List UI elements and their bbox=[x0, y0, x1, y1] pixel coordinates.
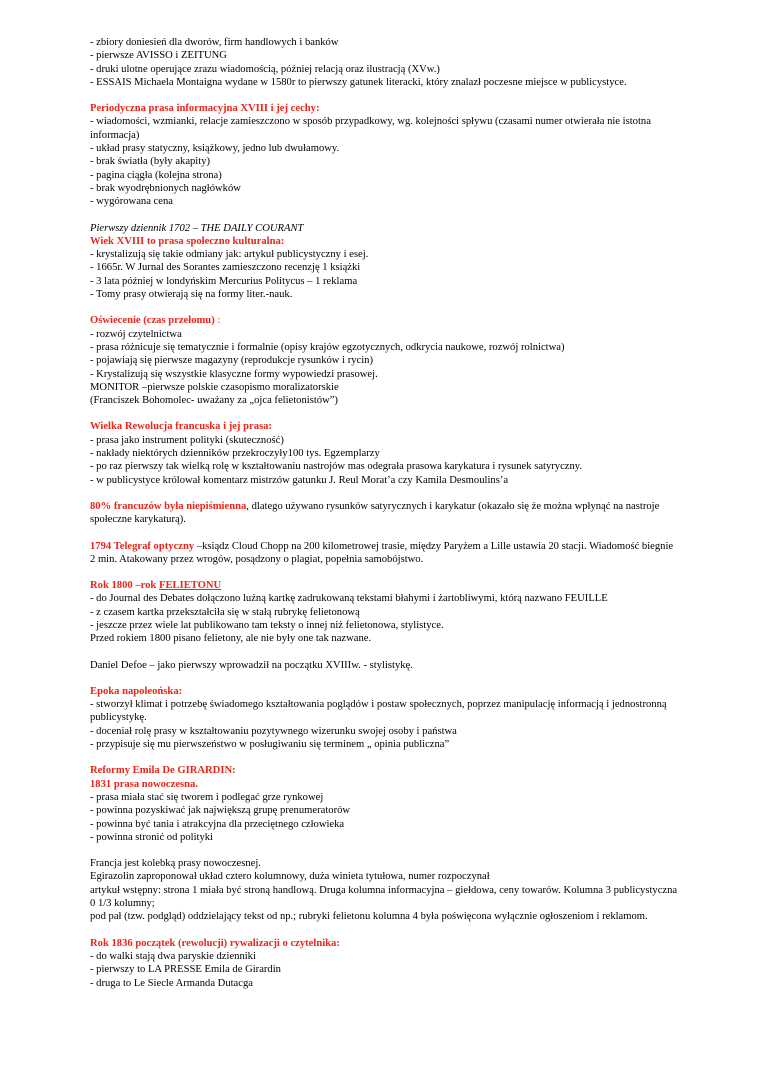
list-item: - powinna być tania i atrakcyjna dla przeciętnego człowieka bbox=[90, 818, 345, 830]
list-item: - nakłady niektórych dzienników przekroczyły100 tys. Egzemplarzy bbox=[90, 448, 380, 460]
list-item: - do walki stają dwa paryskie dzienniki bbox=[90, 950, 256, 962]
daily-courant-line: Pierwszy dziennik 1702 – THE DAILY COURANT bbox=[90, 222, 304, 234]
list-item: - rozwój czytelnictwa bbox=[90, 328, 182, 340]
section-heading: Wiek XVIII to prasa społeczno kulturalna: bbox=[90, 235, 285, 247]
list-item: - powinna pozyskiwać jak największą grupę prenumeratorów bbox=[90, 805, 351, 817]
list-item: - pierwszy to LA PRESSE Emila de Girardin bbox=[90, 964, 281, 976]
paragraph bbox=[90, 540, 680, 567]
section-telegraf bbox=[90, 540, 680, 567]
section-wiek-xviii bbox=[90, 222, 680, 302]
list-item: - pojawiają się pierwsze magazyny (reprodukcje rysunków i rycin) bbox=[90, 355, 373, 367]
paragraph bbox=[90, 500, 680, 527]
section-heading: Wielka Rewolucja francuska i jej prasa: bbox=[90, 421, 272, 433]
list-item: - układ prasy statyczny, książkowy, jedno lub dwułamowy. bbox=[90, 143, 340, 155]
paragraph-lead: 1794 Telegraf optyczny bbox=[90, 540, 195, 552]
section-oswiecenie bbox=[90, 314, 680, 407]
list-item: - druga to Le Siecle Armanda Dutacga bbox=[90, 977, 253, 989]
heading-colon: : bbox=[214, 315, 221, 327]
list-item: - ESSAIS Michaela Montaigna wydane w 1580r to pierwszy gatunek literacki, który znalazł poczesne miejsce w publicystyce. bbox=[90, 76, 627, 88]
section-girardin bbox=[90, 764, 680, 923]
section-1836 bbox=[90, 937, 680, 990]
list-item: - pierwsze AVISSO i ZEITUNG bbox=[90, 50, 227, 62]
list-item: - pagina ciągła (kolejna strona) bbox=[90, 169, 222, 181]
section-heading-underlined: FELIETONU bbox=[158, 580, 222, 592]
list-item: (Franciszek Bohomolec- uważany za „ojca felietonistów”) bbox=[90, 395, 338, 407]
list-item: - wiadomości, wzmianki, relacje zamieszczono w sposób przypadkowy, wg. kolejności spływu (czasami numer otwierała nie istotna informacja) bbox=[90, 116, 651, 141]
list-item: - wygórowana cena bbox=[90, 196, 173, 208]
list-item: - 1665r. W Jurnal des Sorantes zamieszczono recenzję 1 książki bbox=[90, 262, 361, 274]
section-napoleon bbox=[90, 685, 680, 751]
section-rewolucja bbox=[90, 420, 680, 486]
paragraph-text: , dlatego używano rysunków satyrycznych i karykatur (okazało się że można wpłynąć na nastroje społeczne karykaturą). bbox=[90, 500, 660, 526]
list-item: - w publicystyce królował komentarz mistrzów gatunku J. Reul Morat’a czy Kamila Desmoulins’a bbox=[90, 474, 509, 486]
list-item: - z czasem kartka przekształciła się w stałą rubrykę felietonową bbox=[90, 606, 360, 618]
list-item: - jeszcze przez wiele lat publikowano tam teksty o innej niż felietonowa, stylistyce. bbox=[90, 619, 444, 631]
section-heading-line bbox=[90, 314, 680, 327]
paragraph-line: artykuł wstępny: strona 1 miała być stroną handlową. Druga kolumna informacyjna – giełdowa, ceny towarów. Kolumna 3 publicystyczna 0 1/3 kolumny; bbox=[90, 884, 678, 910]
list-item: - Tomy prasy otwierają się na formy liter.-nauk. bbox=[90, 289, 293, 301]
document-page bbox=[90, 36, 680, 990]
section-subheading: 1831 prasa nowoczesna. bbox=[90, 778, 198, 790]
paragraph-line: Egirazolin zaproponował układ cztero kolumnowy, duża winieta tytułowa, numer rozpoczynał bbox=[90, 871, 490, 883]
section-heading: Oświecenie (czas przełomu) bbox=[90, 315, 215, 327]
list-item: - prasa jako instrument polityki (skuteczność) bbox=[90, 434, 284, 446]
list-item: - zbiory doniesień dla dworów, firm handlowych i banków bbox=[90, 37, 339, 48]
section-heading: Reformy Emila De GIRARDIN: bbox=[90, 765, 236, 777]
section-heading: Periodyczna prasa informacyjna XVIII i jej cechy: bbox=[90, 103, 320, 115]
list-item: MONITOR –pierwsze polskie czasopismo moralizatorskie bbox=[90, 381, 339, 393]
list-item: - doceniał rolę prasy w kształtowaniu pozytywnego wizerunku swojej osoby i państwa bbox=[90, 725, 457, 737]
section-heading: Rok 1800 –rok bbox=[90, 580, 159, 592]
list-item: - Krystalizują się wszystkie klasyczne formy wypowiedzi prasowej. bbox=[90, 368, 378, 380]
list-item: - 3 lata później w londyńskim Mercurius Politycus – 1 reklama bbox=[90, 275, 358, 287]
intro-list bbox=[90, 36, 680, 89]
list-item: - krystalizują się takie odmiany jak: artykuł publicystyczny i esej. bbox=[90, 249, 369, 261]
section-heading: Epoka napoleońska: bbox=[90, 685, 183, 697]
section-heading: Rok 1836 początek (rewolucji) rywalizacji o czytelnika: bbox=[90, 937, 340, 949]
list-item: - powinna stronić od polityki bbox=[90, 831, 213, 843]
list-item: - druki ulotne operujące zrazu wiadomością, później relacją oraz ilustracją (XVw.) bbox=[90, 63, 440, 75]
section-periodyczna bbox=[90, 102, 680, 208]
paragraph-text: –ksiądz Cloud Chopp na 200 kilometrowej trasie, między Paryżem a Lille ustawia 20 stacji. Wiadomość biegnie 2 min. Atakowany przez wrogów, posądzony o plagiat, popełnia samobójstwo. bbox=[90, 540, 674, 565]
paragraph-lead: 80% francuzów była niepiśmienna bbox=[90, 500, 247, 512]
list-item: - przypisuje się mu pierwszeństwo w posługiwaniu się terminem „ opinia publiczna” bbox=[90, 739, 450, 751]
list-item: - prasa różnicuje się tematycznie i formalnie (opisy krajów egzotycznych, odkrycia naukowe, rozwój rolnictwa) bbox=[90, 341, 565, 353]
list-item: - do Journal des Debates dołączono luźną kartkę zadrukowaną tekstami błahymi i żartobliwymi, którą nazwano FEUILLE bbox=[90, 593, 608, 605]
paragraph: Daniel Defoe – jako pierwszy wprowadził na początku XVIIIw. - stylistykę. bbox=[90, 659, 413, 671]
list-item: - brak światła (były akapity) bbox=[90, 156, 211, 168]
section-heading-line bbox=[90, 579, 680, 592]
list-item: - brak wyodrębnionych nagłówków bbox=[90, 182, 241, 194]
list-item: - stworzył klimat i potrzebę świadomego kształtowania poglądów i postaw społecznych, poprzez manipulację informacją i jednostronną publicystykę. bbox=[90, 699, 667, 724]
list-item: - prasa miała stać się tworem i podlegać grze rynkowej bbox=[90, 791, 324, 803]
paragraph-line: Francja jest kolebką prasy nowoczesnej. bbox=[90, 858, 261, 870]
section-felieton bbox=[90, 579, 680, 672]
paragraph-line: pod pał (tzw. podgląd) oddzielający tekst od np.; rubryki felietonu kolumna 4 była poświęcona wyłącznie ogłoszeniom i reklamom. bbox=[90, 911, 648, 923]
list-item: - po raz pierwszy tak wielką rolę w kształtowaniu nastrojów mas odegrała prasowa karykatura i rysunek satyryczny. bbox=[90, 461, 583, 473]
list-item: Przed rokiem 1800 pisano felietony, ale nie były one tak nazwane. bbox=[90, 633, 372, 645]
section-niepismienni bbox=[90, 500, 680, 527]
